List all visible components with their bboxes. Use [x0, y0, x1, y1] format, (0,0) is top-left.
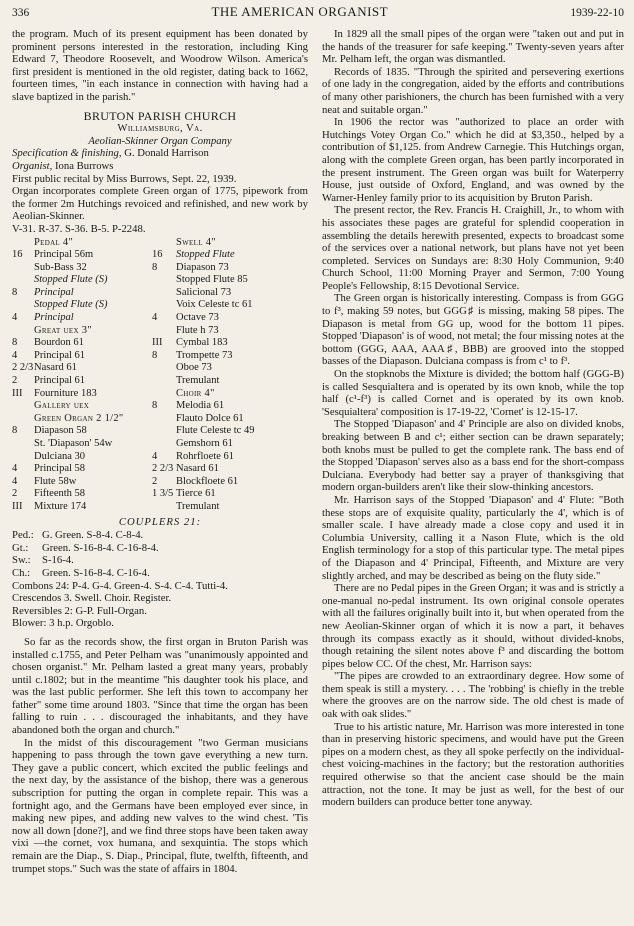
pitch-cell: [12, 262, 34, 275]
right-column: [322, 28, 624, 809]
pitch-cell: [12, 400, 34, 413]
pitch-cell: [12, 325, 34, 338]
stoplist-row: [12, 287, 308, 300]
pitch-cell: [152, 388, 176, 401]
stop-cell: Voix Celeste tc 61: [176, 299, 253, 311]
pitch-cell: 4: [12, 463, 18, 475]
stoplist-row: [12, 375, 308, 388]
pitch-cell: [152, 287, 176, 300]
pitch-cell: [152, 375, 176, 388]
stop-cell: St. 'Diapason' 54w: [34, 438, 113, 449]
pitch-cell: 8: [12, 286, 18, 298]
pitch-cell: 8: [152, 261, 158, 273]
stoplist-row: [12, 488, 308, 501]
history-paragraph-2: In the midst of this discouragement "two German musicians happening to pass through the town gave everything a new turn. They gave a public concert, which excited the public feelings and the next day, by the assistance of the bishop, there was a generous subscription for putting the organ in complete repair. This was a fortnight ago, and the Germans have been employed ever since, in making new pipes, and adding new valves to the wind chest. 'Tis now all down [done?], and we find three stops have been taken away vixi —the cornet, vox humana, and sexquintia. The stops which remain are the Diap., S. Diap., Principal, flute, twelfth, fifteenth, and trumpet stops." Such was the state of affairs in 1804.: [12, 736, 308, 875]
paragraph-closing: True to his artistic nature, Mr. Harrison was more interested in tone than in preserving historic specimens, and would have put the Green pipes on a modern chest, as they all spoke perfectly on the individual-chest voicing-machines in the factory; but the restoration authorities required otherwise so that the ancient case should be the main attraction, not the tone. It may be just as well, for the best of our modern builders can produce better tone anyway.: [322, 720, 624, 809]
pitch-cell: [12, 299, 34, 312]
stop-cell: Octave 73: [176, 312, 219, 324]
pitch-cell: [152, 362, 176, 375]
stoplist-row: [12, 451, 308, 464]
organist-line: Organist, Iona Burrows: [12, 159, 114, 172]
pitch-cell: 2 2/3: [152, 463, 174, 475]
paragraph-pedal: There are no Pedal pipes in the Green Organ; it was and is strictly a one-manual no-pedal instrument. Its own original console operates with all the failures originally built into it, but when operated from the new Aeolian-Skinner organ of which it is now a part, it behaves through its compass exactly as it should, without divided-knobs, though retaining the silent notes above f³ and discarding the bottom pipes below CC. Of the chest, Mr. Harrison says:: [322, 582, 624, 670]
stoplist-row: [12, 400, 308, 413]
pitch-cell: 8: [152, 349, 158, 361]
stop-cell: Tierce 61: [176, 488, 216, 500]
stop-cell: Flute h 73: [176, 324, 219, 336]
pitch-cell: [152, 237, 176, 250]
pitch-cell: 1 3/5: [152, 488, 174, 500]
paragraph-rector: The present rector, the Rev. Francis H. Craighill, Jr., to whom with his associates these pages are grateful for splendid cooperation in assembling the details herewith presented, expects to broadcast some of the services over a national network, but plans have not yet been completed. Services on Sundays are: 8:30 Holy Communion, 9:40 Church School, 11:00 Morning Prayer and Sermon, 7:00 Young People's Fellowship, 8:15 Devotional Service.: [322, 204, 624, 292]
stop-cell: Flute Celeste tc 49: [176, 425, 255, 437]
stop-cell: Diapason 73: [176, 261, 229, 273]
stoplist-row: [12, 312, 308, 325]
stoplist-row: [12, 413, 308, 426]
pitch-cell: [12, 438, 34, 451]
pitch-cell: [12, 413, 34, 426]
pitch-cell: III: [152, 337, 163, 349]
stoplist-row: [12, 262, 308, 275]
stop-cell: Flute 58w: [34, 475, 77, 487]
pitch-cell: 8: [12, 425, 18, 437]
issue-date: 1939-22-10: [570, 7, 624, 19]
stoplist-row: [12, 438, 308, 451]
crescendos-line: Crescendos 3. Swell. Choir. Register.: [12, 592, 172, 605]
paragraph-1829: In 1829 all the small pipes of the organ were "taken out and put in the hands of the treasurer for safe keeping." Twenty-seven years after Mr. Pelham left, the organ was dismantled.: [322, 28, 624, 66]
stoplist-row: [12, 425, 308, 438]
pitch-cell: 8: [12, 337, 18, 349]
coupler-line: Sw.: S-16-4.: [12, 554, 74, 567]
stoplist-table: [12, 237, 308, 514]
stop-cell: Sub-Bass 32: [34, 261, 87, 273]
stop-cell: Principal: [34, 286, 74, 298]
stoplist-row: [12, 501, 308, 514]
stoplist-row: [12, 463, 308, 476]
pitch-cell: [152, 438, 176, 451]
paragraph-stopknobs: On the stopknobs the Mixture is divided; the bottom half (GGG-B) is called Sesquialtera and is operated by its own knob, while the top half (c¹-f³) is called Cornet and is operated by its own knob. 'Sesquialtera' composition is 17-19-22, 'Cornet' is 12-15-17.: [322, 368, 624, 418]
pitch-cell: [152, 413, 176, 426]
pitch-cell: 2: [12, 488, 18, 500]
stop-cell: Oboe 73: [176, 362, 212, 374]
church-place: Williamsburg, Va.: [117, 122, 203, 135]
stop-cell: Salicional 73: [176, 286, 232, 298]
combons-line: Combons 24: P-4. G-4. Green-4. S-4. C-4. Tutti-4.: [12, 579, 228, 592]
pitch-cell: [152, 325, 176, 338]
stop-cell: Fifteenth 58: [34, 488, 86, 500]
stop-cell: Blockfloete 61: [176, 475, 239, 487]
stop-cell: Flauto Dolce 61: [176, 412, 244, 424]
stoplist-row: [12, 325, 308, 338]
paragraph-compass: The Green organ is historically interesting. Compass is from GGG to f³, making 59 notes, but GGG♯ is missing, making 58 pipes. The Diapason is metal from GG up, wood for the bottom 11 pipes. Stopped 'Diapason' is of wood, not metal; the four missing notes at the bottom (GGG, AAA, AAA♯, BBB) are grooved into the stopped basses of the Diapason. Dulciana compass is from c¹ to f³.: [322, 292, 624, 368]
stop-cell: Gemshorn 61: [176, 438, 233, 449]
stoplist-row: [12, 476, 308, 489]
pitch-cell: 16: [152, 249, 163, 261]
intro-paragraph: the program. Much of its present equipment has been donated by prominent persons interested in the restoration, including King Edward 7, Theodore Roosevelt, and Woodrow Wilson. America's first president is mentioned in the old register, dating back to 1662, fourteen times, "in each instance in connection with having had a slave baptized in the parish.": [12, 28, 308, 103]
magazine-title: THE AMERICAN ORGANIST: [211, 4, 389, 19]
stop-cell: Swell 4": [176, 236, 216, 248]
pitch-cell: 2: [152, 475, 158, 487]
stop-cell: Green Organ 2 1/2": [34, 412, 124, 424]
page-number: 336: [12, 7, 30, 19]
stop-cell: Fourniture 183: [34, 387, 97, 399]
paragraph-1906: In 1906 the rector was "authorized to place an order with Hutchings Votey Organ Co." which he did at $3,350., helped by a contribution of $1,125. from Andrew Carnegie. This Hutchings organ, along with the complete Green organ, has been partly incorporated in the present instrument. The Green organ was built for Waterperry House, just outside of Oxford, England, and was owned by the Warner-Henley family prior to its acquisition by Bruton Parish.: [322, 116, 624, 204]
stop-cell: Principal: [34, 312, 74, 324]
stoplist-row: [12, 274, 308, 287]
pitch-cell: [152, 501, 176, 514]
stop-cell: Stopped Flute (S): [34, 299, 108, 311]
stop-cell: Mixture 174: [34, 500, 87, 512]
stoplist-row: [12, 249, 308, 262]
pitch-cell: 4: [152, 312, 158, 324]
pitch-cell: [12, 237, 34, 250]
pitch-cell: 4: [12, 475, 18, 487]
stop-cell: Cymbal 183: [176, 337, 228, 349]
stop-cell: Trompette 73: [176, 349, 233, 361]
coupler-line: Gt.: Green. S-16-8-4. C-16-8-4.: [12, 541, 159, 554]
pitch-cell: III: [12, 387, 23, 399]
stoplist-row: [12, 388, 308, 401]
specification-line: Specification & finishing, G. Donald Harrison: [12, 147, 209, 160]
reversibles-line: Reversibles 2: G-P. Full-Organ.: [12, 604, 147, 617]
stop-cell: Stopped Flute: [176, 249, 235, 261]
stop-cell: Nasard 61: [34, 362, 77, 374]
pitch-cell: [12, 274, 34, 287]
pitch-cell: 2 2/3: [12, 362, 34, 374]
stop-cell: Melodia 61: [176, 400, 225, 412]
stop-cell: Tremulant: [176, 375, 220, 387]
stop-cell: Tremulant: [176, 500, 220, 512]
couplers-list: [12, 529, 308, 579]
organ-summary: V-31. R-37. S-36. B-5. P-2248.: [12, 222, 146, 235]
stop-cell: Great uex 3": [34, 324, 92, 336]
pitch-cell: [152, 425, 176, 438]
stop-cell: Nasard 61: [176, 463, 219, 475]
stop-cell: Dulciana 30: [34, 450, 86, 462]
stop-cell: Principal 56m: [34, 249, 94, 261]
pitch-cell: [152, 299, 176, 312]
paragraph-divided-knobs: The Stopped 'Diapason' and 4' Principle are also on divided knobs, breaking between B and c¹; either section can be drawn separately; both knobs must be pulled to get the complete rank. The bass end of the Stopped 'Diapason' serves also as a bass end for the short-compass Dulciana. Everybody had better say a prayer of thanksgiving that modern organ-builders aren't like their slow-thinking ancestors.: [322, 418, 624, 494]
incorporates-note: Organ incorporates complete Green organ of 1775, pipework from the former 2m Hutchings revoiced and refinished, and new work by Aeolian-Skinner.: [12, 185, 308, 223]
pitch-cell: 4: [12, 349, 18, 361]
church-name: BRUTON PARISH CHURCH: [83, 108, 237, 123]
stoplist-row: [12, 299, 308, 312]
pitch-cell: 2: [12, 375, 18, 387]
stop-cell: Choir 4": [176, 387, 215, 399]
pitch-cell: 4: [12, 312, 18, 324]
stoplist-row: [12, 337, 308, 350]
blower-line: Blower: 3 h.p. Orgoblo.: [12, 617, 114, 630]
paragraph-1835: Records of 1835. "Through the spirited and persevering exertions of one lady in the congregation, aided by the efforts and contributions of many other parishioners, the church has been furnished with a very neat and suitable organ.": [322, 65, 624, 116]
pitch-cell: 4: [152, 450, 158, 462]
stop-cell: Principal 61: [34, 375, 86, 387]
stoplist-row: [12, 237, 308, 250]
stoplist-row: [12, 350, 308, 363]
stop-cell: Stopped Flute 85: [176, 274, 248, 286]
stop-cell: Bourdon 61: [34, 337, 84, 349]
page-header: [12, 6, 624, 22]
left-column: [12, 28, 308, 875]
pitch-cell: 16: [12, 249, 23, 261]
pitch-cell: 8: [152, 400, 158, 412]
stop-cell: Pedal 4": [34, 236, 74, 248]
stop-cell: Diapason 58: [34, 425, 87, 437]
stop-cell: Gallery uex: [34, 400, 90, 412]
pitch-cell: III: [12, 500, 23, 512]
paragraph-harrison-quote: Mr. Harrison says of the Stopped 'Diapason' and 4' Flute: "Both these stops are of exquisite quality, particularly the 4', which is of smaller scale. I have already made a close copy and used it in Columbia University, calling it a Nason Flute, which is the old English terminology for a stop of this particular type. The metal pipes of the Diapason and 4' Principal, Fifteenth, and Mixture are very slightly arched, and may be described as being on the fluty side.": [322, 493, 624, 582]
couplers-heading: COUPLERS 21:: [118, 515, 202, 528]
stop-cell: Principal 61: [34, 349, 86, 361]
paragraph-chest-quote: "The pipes are crowded to an extraordinary degree. How some of them speak is still a mystery. . . . The 'robbing' is chiefly in the treble where the grooves are on the narrow side. The old chest is made of oak with oak slides.": [322, 670, 624, 721]
organ-builder: Aeolian-Skinner Organ Company: [88, 134, 232, 147]
pitch-cell: [152, 274, 176, 287]
coupler-line: Ch.: Green. S-16-8-4. C-16-4.: [12, 566, 150, 579]
pitch-cell: [12, 451, 34, 464]
stop-cell: Principal 58: [34, 463, 86, 475]
stop-cell: Rohrfloete 61: [176, 450, 235, 462]
stop-cell: Stopped Flute (S): [34, 274, 108, 286]
coupler-line: Ped.: G. Green. S-8-4. C-8-4.: [12, 529, 144, 542]
stoplist-row: [12, 362, 308, 375]
recital-line: First public recital by Miss Burrows, Sept. 22, 1939.: [12, 172, 237, 185]
history-paragraph-1: So far as the records show, the first organ in Bruton Parish was installed c.1755, and Peter Pelham was "unanimously appointed and chosen organist." Mr. Pelham lasted a great many years, probably until c.1802; but in the meantime "his daughter took his place, and was the last public performer. She left this town to accompany her father" some time around 1803. "Since that time the organ has been falling to ruin . . . discouraged the inhabitants, and they have abandoned both the organ and church.": [12, 635, 308, 737]
